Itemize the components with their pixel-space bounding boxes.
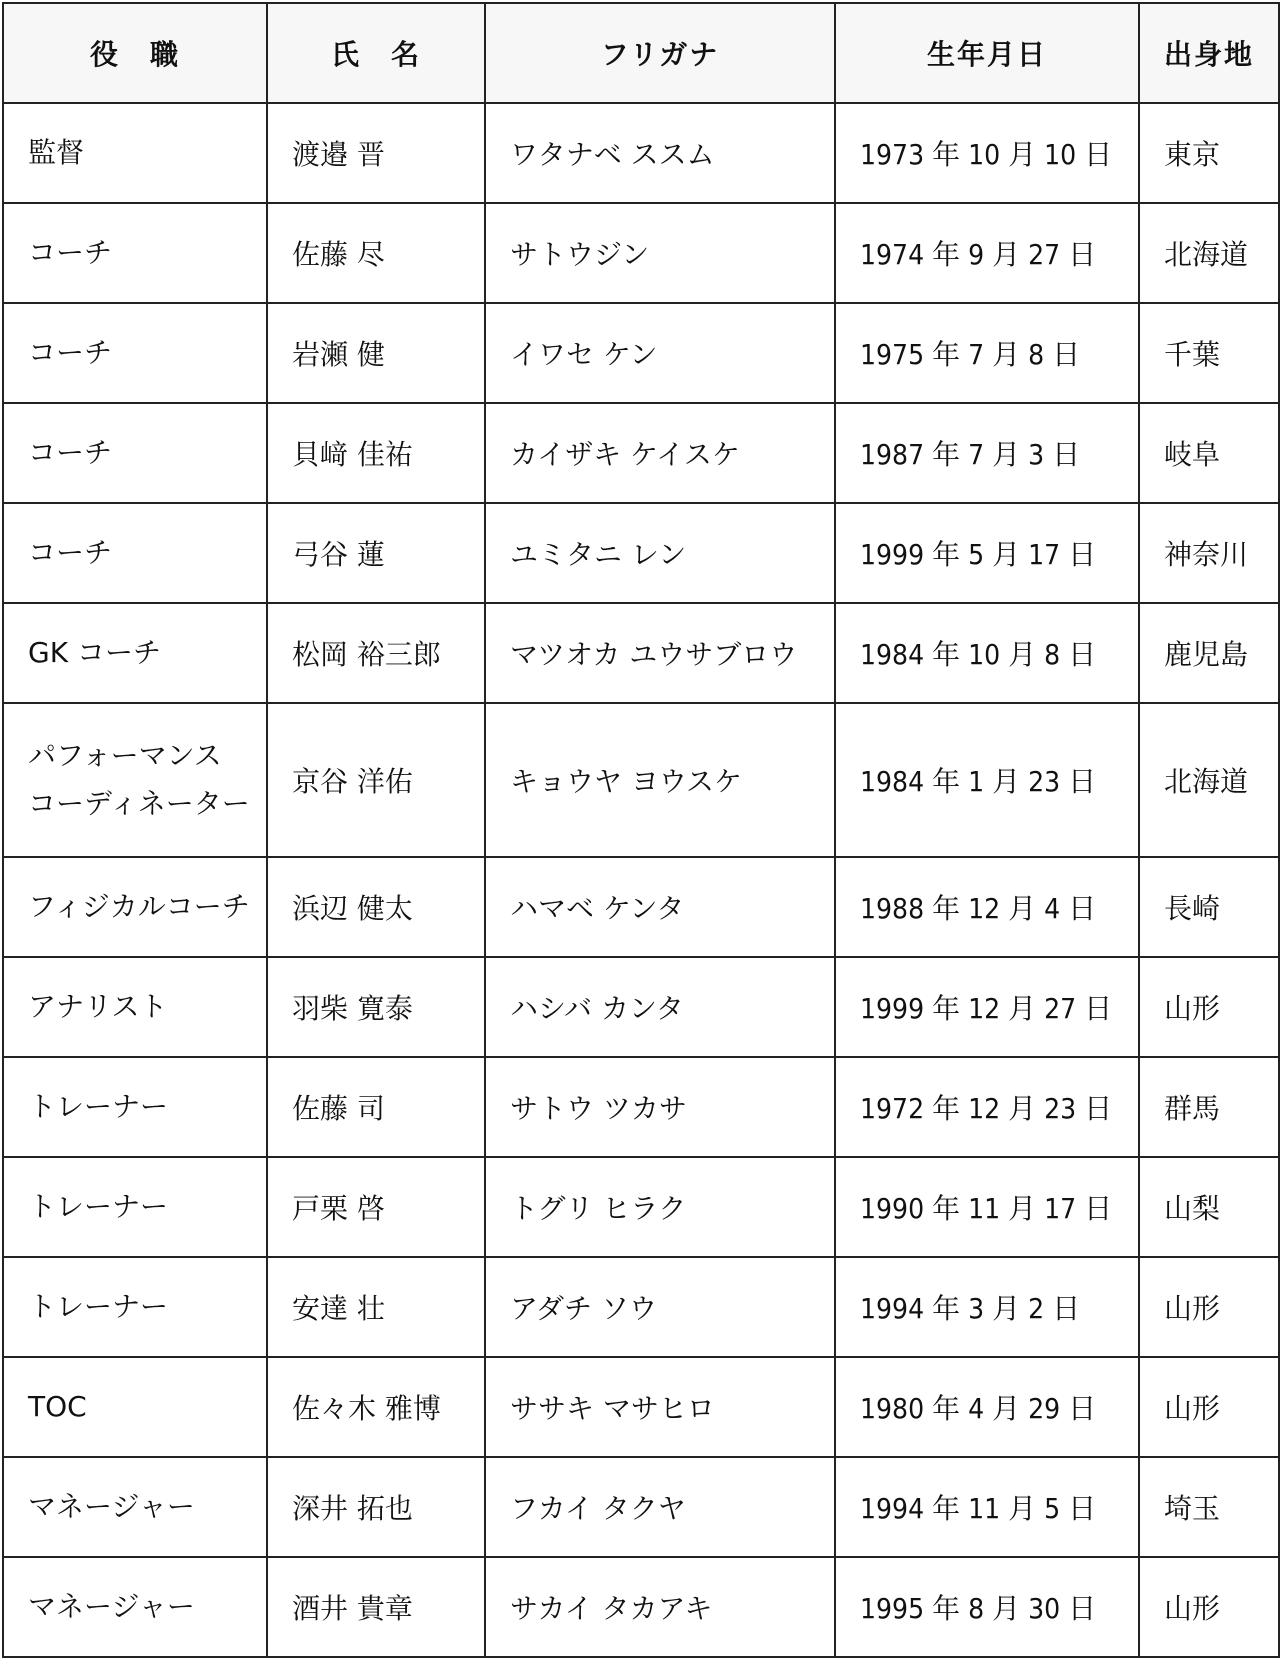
name-cell: 深井 拓也 [267,1457,485,1557]
origin-cell: 鹿児島 [1139,603,1279,703]
name-cell: 浜辺 健太 [267,857,485,957]
role-cell: フィジカルコーチ [3,857,267,957]
birthdate-cell: 1984 年 1 月 23 日 [835,703,1139,857]
birthdate-cell: 1973 年 10 月 10 日 [835,103,1139,203]
origin-cell: 山形 [1139,1557,1279,1657]
furigana-cell: トグリ ヒラク [485,1157,835,1257]
birthdate-cell: 1980 年 4 月 29 日 [835,1357,1139,1457]
name-cell: 戸栗 啓 [267,1157,485,1257]
role-cell: コーチ [3,503,267,603]
furigana-cell: ワタナベ ススム [485,103,835,203]
birthdate-cell: 1974 年 9 月 27 日 [835,203,1139,303]
table-row [3,1257,1279,1357]
role-cell: アナリスト [3,957,267,1057]
header-origin: 出身地 [1139,3,1279,103]
name-cell: 貝﨑 佳祐 [267,403,485,503]
role-cell: TOC [3,1357,267,1457]
furigana-cell: フカイ タクヤ [485,1457,835,1557]
name-cell: 安達 壮 [267,1257,485,1357]
table-row [3,603,1279,703]
name-cell: 羽柴 寛泰 [267,957,485,1057]
table-row [3,957,1279,1057]
furigana-cell: ハシバ カンタ [485,957,835,1057]
role-cell: トレーナー [3,1257,267,1357]
name-cell: 松岡 裕三郎 [267,603,485,703]
birthdate-cell: 1975 年 7 月 8 日 [835,303,1139,403]
origin-cell: 埼玉 [1139,1457,1279,1557]
birthdate-cell: 1972 年 12 月 23 日 [835,1057,1139,1157]
origin-cell: 山形 [1139,1357,1279,1457]
table-row [3,303,1279,403]
birthdate-cell: 1987 年 7 月 3 日 [835,403,1139,503]
role-line-2: コーディネーター [28,787,250,820]
origin-cell: 長崎 [1139,857,1279,957]
role-cell: 監督 [3,103,267,203]
furigana-cell: カイザキ ケイスケ [485,403,835,503]
table-row [3,1157,1279,1257]
table-header [3,3,1279,103]
furigana-cell: サトウジン [485,203,835,303]
role-cell [3,703,267,857]
name-cell: 佐藤 尽 [267,203,485,303]
staff-table [2,2,1280,1658]
birthdate-cell: 1990 年 11 月 17 日 [835,1157,1139,1257]
name-cell: 京谷 洋佑 [267,703,485,857]
table-row [3,1557,1279,1657]
role-cell: コーチ [3,303,267,403]
role-cell: マネージャー [3,1457,267,1557]
header-furigana: フリガナ [485,3,835,103]
origin-cell: 山形 [1139,957,1279,1057]
origin-cell: 北海道 [1139,203,1279,303]
table-row [3,1057,1279,1157]
role-cell: コーチ [3,203,267,303]
furigana-cell: サトウ ツカサ [485,1057,835,1157]
origin-cell: 東京 [1139,103,1279,203]
role-line-1: パフォーマンス [28,739,222,773]
origin-cell: 群馬 [1139,1057,1279,1157]
header-birthdate: 生年月日 [835,3,1139,103]
origin-cell: 神奈川 [1139,503,1279,603]
origin-cell: 山梨 [1139,1157,1279,1257]
furigana-cell: ユミタニ レン [485,503,835,603]
name-cell: 岩瀬 健 [267,303,485,403]
furigana-cell: アダチ ソウ [485,1257,835,1357]
table-row [3,1357,1279,1457]
name-cell: 佐藤 司 [267,1057,485,1157]
role-cell: コーチ [3,403,267,503]
furigana-cell: イワセ ケン [485,303,835,403]
origin-cell: 千葉 [1139,303,1279,403]
role-cell: トレーナー [3,1057,267,1157]
origin-cell: 山形 [1139,1257,1279,1357]
role-cell: GK コーチ [3,603,267,703]
name-cell: 渡邉 晋 [267,103,485,203]
table-row [3,403,1279,503]
birthdate-cell: 1994 年 3 月 2 日 [835,1257,1139,1357]
table-row [3,203,1279,303]
origin-cell: 岐阜 [1139,403,1279,503]
origin-cell: 北海道 [1139,703,1279,857]
table-row [3,1457,1279,1557]
table-row [3,857,1279,957]
furigana-cell: サカイ タカアキ [485,1557,835,1657]
birthdate-cell: 1994 年 11 月 5 日 [835,1457,1139,1557]
birthdate-cell: 1984 年 10 月 8 日 [835,603,1139,703]
table-body [3,103,1279,1657]
furigana-cell: マツオカ ユウサブロウ [485,603,835,703]
name-cell: 佐々木 雅博 [267,1357,485,1457]
header-row [3,3,1279,103]
table-row [3,103,1279,203]
furigana-cell: ササキ マサヒロ [485,1357,835,1457]
header-name: 氏 名 [267,3,485,103]
table-row [3,503,1279,603]
name-cell: 弓谷 蓮 [267,503,485,603]
birthdate-cell: 1999 年 5 月 17 日 [835,503,1139,603]
header-role: 役 職 [3,3,267,103]
birthdate-cell: 1999 年 12 月 27 日 [835,957,1139,1057]
furigana-cell: キョウヤ ヨウスケ [485,703,835,857]
role-cell: トレーナー [3,1157,267,1257]
table-row [3,703,1279,857]
birthdate-cell: 1988 年 12 月 4 日 [835,857,1139,957]
furigana-cell: ハマベ ケンタ [485,857,835,957]
birthdate-cell: 1995 年 8 月 30 日 [835,1557,1139,1657]
name-cell: 酒井 貴章 [267,1557,485,1657]
role-cell: マネージャー [3,1557,267,1657]
